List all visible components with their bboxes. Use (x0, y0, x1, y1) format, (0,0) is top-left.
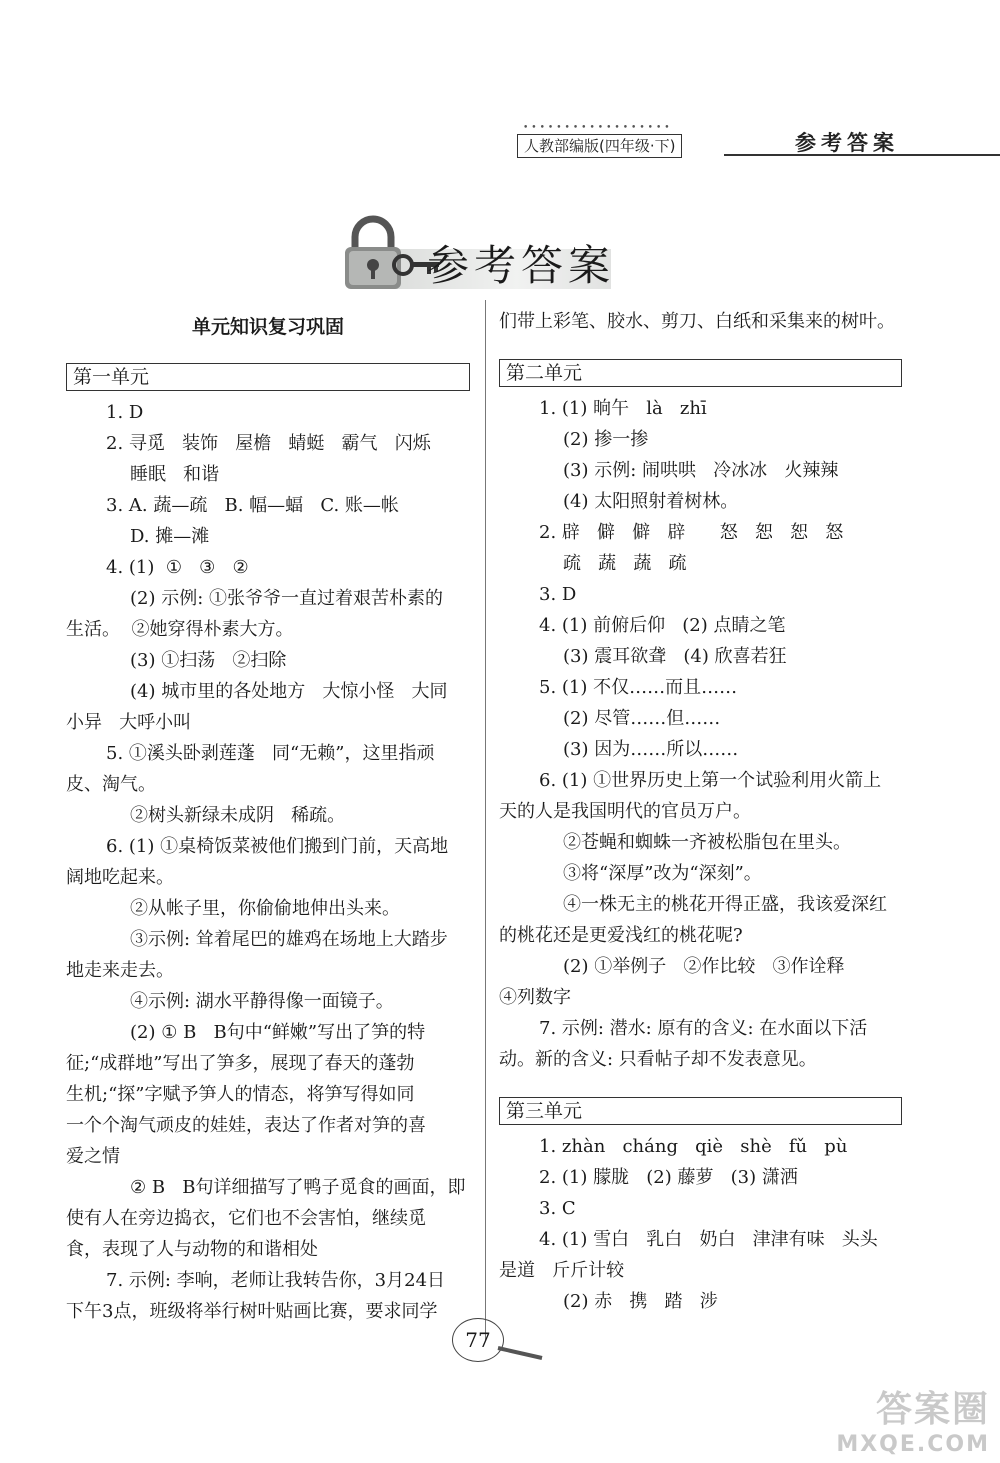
watermark (790, 1381, 990, 1457)
edition-label: 人教部编版(四年级·下) (517, 134, 682, 158)
answer-line: 6. (1) ①世界历史上第一个试验利用火箭上 (539, 770, 882, 791)
answer-line: (4) 太阳照射着树林。 (563, 491, 739, 512)
answer-line: 4. (1) ① ③ ② (106, 557, 249, 578)
answer-line: 食，表现了人与动物的和谐相处 (66, 1239, 318, 1260)
answer-line: 阔地吃起来。 (66, 867, 174, 888)
answer-line: ④示例: 湖水平静得像一面镜子。 (130, 991, 394, 1012)
answer-line: (4) 城市里的各处地方 大惊小怪 大同 (130, 681, 448, 702)
right-answer-list (499, 306, 902, 1317)
page-number: 77 (452, 1318, 504, 1362)
answer-line: 1. zhàn cháng qiè shè fǔ pù (539, 1136, 848, 1157)
answer-line: (2) 尽管……但…… (563, 708, 721, 729)
answer-line: 小异 大呼小叫 (66, 712, 192, 733)
page-number-badge (452, 1318, 552, 1368)
answer-line: D. 摊—滩 (130, 526, 210, 547)
answer-line: 的桃花还是更爱浅红的桃花呢? (499, 925, 743, 946)
answer-line: 3. A. 蔬—疏 B. 幅—蝠 C. 账—帐 (106, 495, 399, 516)
answer-line: ③示例: 耸着尾巴的雄鸡在场地上大踏步 (130, 929, 448, 950)
column-divider (485, 300, 486, 1340)
answer-line: 使有人在旁边捣衣，它们也不会害怕，继续觅 (66, 1208, 426, 1229)
answer-line: (2) ①举例子 ②作比较 ③作诠释 (563, 956, 845, 977)
page-header (517, 124, 1000, 158)
section-title: 单元知识复习巩固 (191, 316, 344, 338)
unit-heading: 第三单元 (499, 1097, 902, 1125)
right-column (499, 306, 902, 1317)
unit-heading: 第二单元 (499, 359, 902, 387)
answer-line: (3) ①扫荡 ②扫除 (130, 650, 287, 671)
answer-line: (2) 掺一掺 (563, 429, 649, 450)
answer-line: 2. 辟 僻 僻 辟 怒 恕 恕 怒 (539, 522, 844, 543)
answer-line: 生活。 ②她穿得朴素大方。 (66, 619, 294, 640)
answer-line: 地走来走去。 (66, 960, 174, 981)
answer-line: 睡眠 和谐 (130, 464, 220, 485)
answer-line: 是道 斤斤计较 (499, 1260, 625, 1281)
answer-line: 天的人是我国明代的官员万户。 (499, 801, 751, 822)
answer-line: (3) 震耳欲聋 (4) 欣喜若狂 (563, 646, 787, 667)
answer-line: 征;“成群地”写出了笋多，展现了春天的蓬勃 (66, 1053, 415, 1074)
answer-line: ② B B句详细描写了鸭子觅食的画面，即 (130, 1177, 466, 1198)
page-title: 参考答案 (427, 241, 616, 290)
answer-line: 爱之情 (66, 1146, 120, 1167)
answer-line: 皮、淘气。 (66, 774, 156, 795)
answer-line: 4. (1) 前俯后仰 (2) 点睛之笔 (539, 615, 786, 636)
answer-line: ③将“深厚”改为“深刻”。 (563, 863, 762, 884)
answer-line: 7. 示例: 潜水: 原有的含义: 在水面以下活 (539, 1018, 868, 1039)
header-title: 参考答案 (795, 131, 899, 155)
watermark-logo: 答案圈 (875, 1389, 990, 1430)
answer-line: (2) ① B B句中“鲜嫩”写出了笋的特 (130, 1022, 426, 1043)
answer-line: 们带上彩笔、胶水、剪刀、白纸和采集来的树叶。 (499, 311, 895, 332)
answer-line: 7. 示例: 李响，老师让我转告你，3月24日 (106, 1270, 446, 1291)
answer-line: ④一株无主的桃花开得正盛，我该爱深红 (563, 894, 887, 915)
answer-line: ④列数字 (499, 987, 571, 1008)
answer-line: 4. (1) 雪白 乳白 奶白 津津有味 头头 (539, 1229, 878, 1250)
magnifier-handle-icon (496, 1344, 546, 1364)
left-column (66, 312, 470, 1327)
answer-line: 2. 寻觅 装饰 屋檐 蜻蜓 霸气 闪烁 (106, 433, 431, 454)
answer-line: 1. (1) 晌午 là zhī (539, 398, 707, 419)
answer-line: 动。新的含义: 只看帖子却不发表意见。 (499, 1049, 817, 1070)
answer-line: (2) 示例: ①张爷爷一直过着艰苦朴素的 (130, 588, 444, 609)
answer-line: 2. (1) 朦胧 (2) 藤萝 (3) 潇洒 (539, 1167, 798, 1188)
answer-line: 疏 蔬 蔬 疏 (563, 553, 687, 574)
answer-line: (3) 因为……所以…… (563, 739, 739, 760)
answer-line: ②从帐子里，你偷偷地伸出头来。 (130, 898, 400, 919)
header-dots: •••••••••••••••••• (523, 123, 673, 133)
answer-line: 下午3点，班级将举行树叶贴画比赛，要求同学 (66, 1301, 438, 1322)
answer-line: 3. C (539, 1198, 576, 1219)
answer-line: 一个个淘气顽皮的娃娃，表达了作者对笋的喜 (66, 1115, 426, 1136)
answer-line: 6. (1) ①桌椅饭菜被他们搬到门前，天高地 (106, 836, 449, 857)
unit-heading: 第一单元 (66, 363, 470, 391)
answer-line: 生机;“探”字赋予笋人的情态，将笋写得如同 (66, 1084, 415, 1105)
answer-line: 3. D (539, 584, 577, 605)
answer-line: (3) 示例: 闹哄哄 冷冰冰 火辣辣 (563, 460, 839, 481)
answer-line: ②苍蝇和蜘蛛一齐被松脂包在里头。 (563, 832, 851, 853)
spacer (499, 337, 902, 355)
title-banner (335, 215, 620, 295)
answer-line: ②树头新绿未成阴 稀疏。 (130, 805, 346, 826)
answer-line: 1. D (106, 402, 144, 423)
answer-line: (2) 赤 携 踏 涉 (563, 1291, 718, 1312)
left-answer-list (66, 363, 470, 1327)
answer-line: 5. (1) 不仅……而且…… (539, 677, 738, 698)
header-rule (724, 154, 1000, 156)
spacer (499, 1075, 902, 1093)
watermark-url: MXQE.COM (836, 1432, 990, 1457)
answer-line: 5. ①溪头卧剥莲蓬 同“无赖”，这里指顽 (106, 743, 435, 764)
